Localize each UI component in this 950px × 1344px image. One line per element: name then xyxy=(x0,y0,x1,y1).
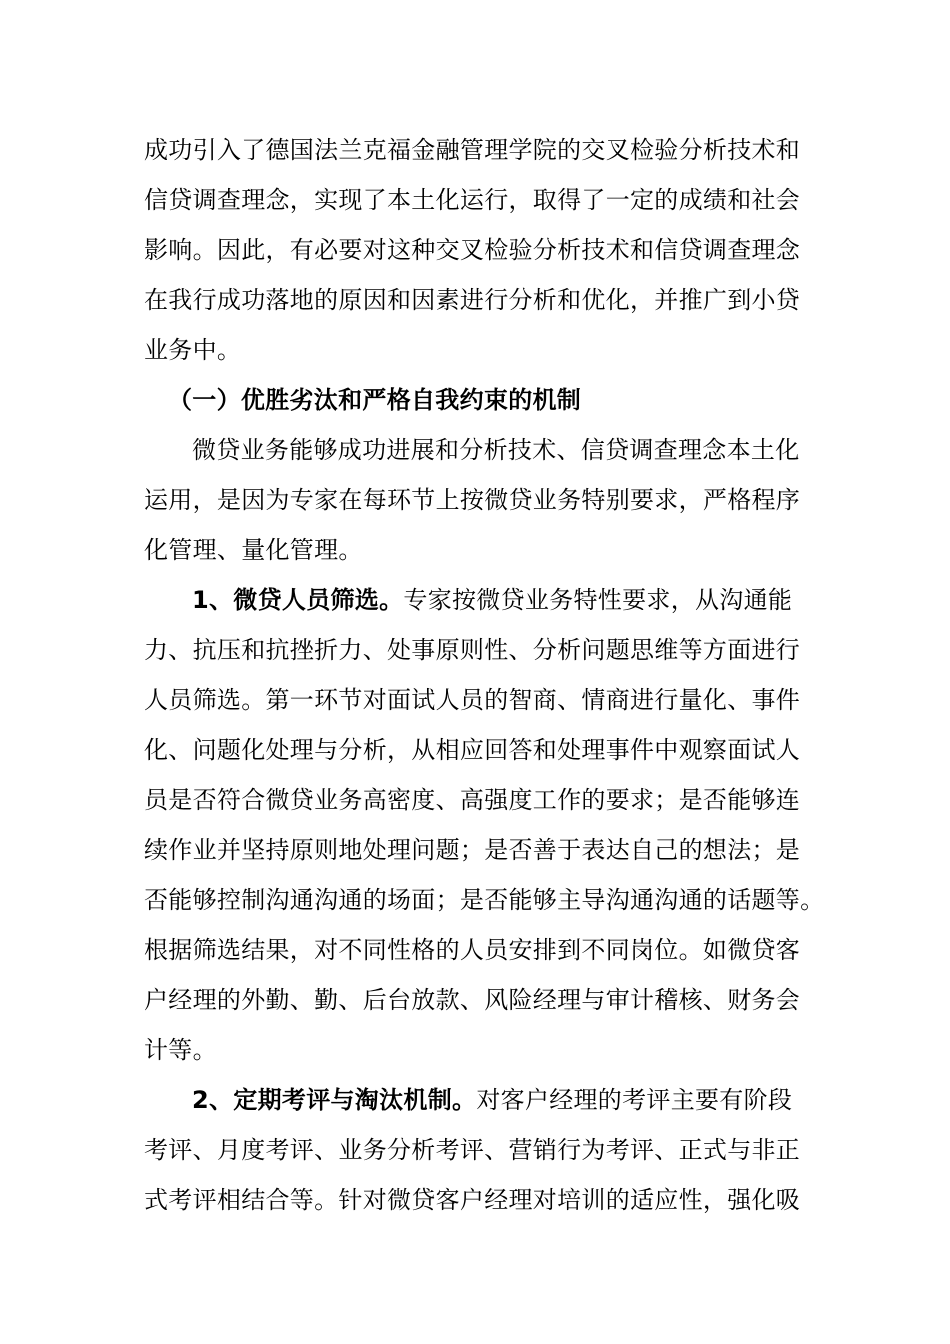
paragraph-line: 计等。 xyxy=(144,1036,217,1064)
item-2-title: 2、定期考评与淘汰机制。 xyxy=(192,1086,477,1114)
paragraph-line: 人员筛选。第一环节对面试人员的智商、情商进行量化、事件 xyxy=(144,686,801,714)
paragraph-line: 影响。因此，有必要对这种交叉检验分析技术和信贷调查理念 xyxy=(144,236,801,264)
paragraph-line: 否能够控制沟通沟通的场面；是否能够主导沟通沟通的话题等。 xyxy=(144,886,825,914)
paragraph-line: 员是否符合微贷业务高密度、高强度工作的要求；是否能够连 xyxy=(144,786,801,814)
paragraph-line: 化、问题化处理与分析，从相应回答和处理事件中观察面试人 xyxy=(144,736,801,764)
paragraph-line: 式考评相结合等。针对微贷客户经理对培训的适应性，强化吸 xyxy=(144,1186,801,1214)
paragraph-line: 根据筛选结果，对不同性格的人员安排到不同岗位。如微贷客 xyxy=(144,936,801,964)
section-heading: （一）优胜劣汰和严格自我约束的机制 xyxy=(168,386,582,414)
paragraph-line: 力、抗压和抗挫折力、处事原则性、分析问题思维等方面进行 xyxy=(144,636,801,664)
paragraph-line: 在我行成功落地的原因和因素进行分析和优化，并推广到小贷 xyxy=(144,286,801,314)
paragraph-line: 业务中。 xyxy=(144,336,242,364)
item-1-title: 1、微贷人员筛选。 xyxy=(192,586,404,614)
paragraph-line: 信贷调查理念，实现了本土化运行，取得了一定的成绩和社会 xyxy=(144,186,801,214)
paragraph-line: 运用，是因为专家在每环节上按微贷业务特别要求，严格程序 xyxy=(144,486,801,514)
paragraph-line: 户经理的外勤、勤、后台放款、风险经理与审计稽核、财务会 xyxy=(144,986,801,1014)
paragraph-line: 微贷业务能够成功进展和分析技术、信贷调查理念本土化 xyxy=(192,436,800,464)
item-2-text: 对客户经理的考评主要有阶段 xyxy=(476,1086,793,1114)
paragraph-line: 续作业并坚持原则地处理问题；是否善于表达自己的想法；是 xyxy=(144,836,801,864)
paragraph-line: 成功引入了德国法兰克福金融管理学院的交叉检验分析技术和 xyxy=(144,136,801,164)
paragraph-line: 考评、月度考评、业务分析考评、营销行为考评、正式与非正 xyxy=(144,1136,801,1164)
item-1-text: 专家按微贷业务特性要求，从沟通能 xyxy=(403,586,793,614)
item-2-first-line xyxy=(192,1084,792,1116)
item-1-first-line xyxy=(192,584,792,616)
paragraph-line: 化管理、量化管理。 xyxy=(144,536,363,564)
